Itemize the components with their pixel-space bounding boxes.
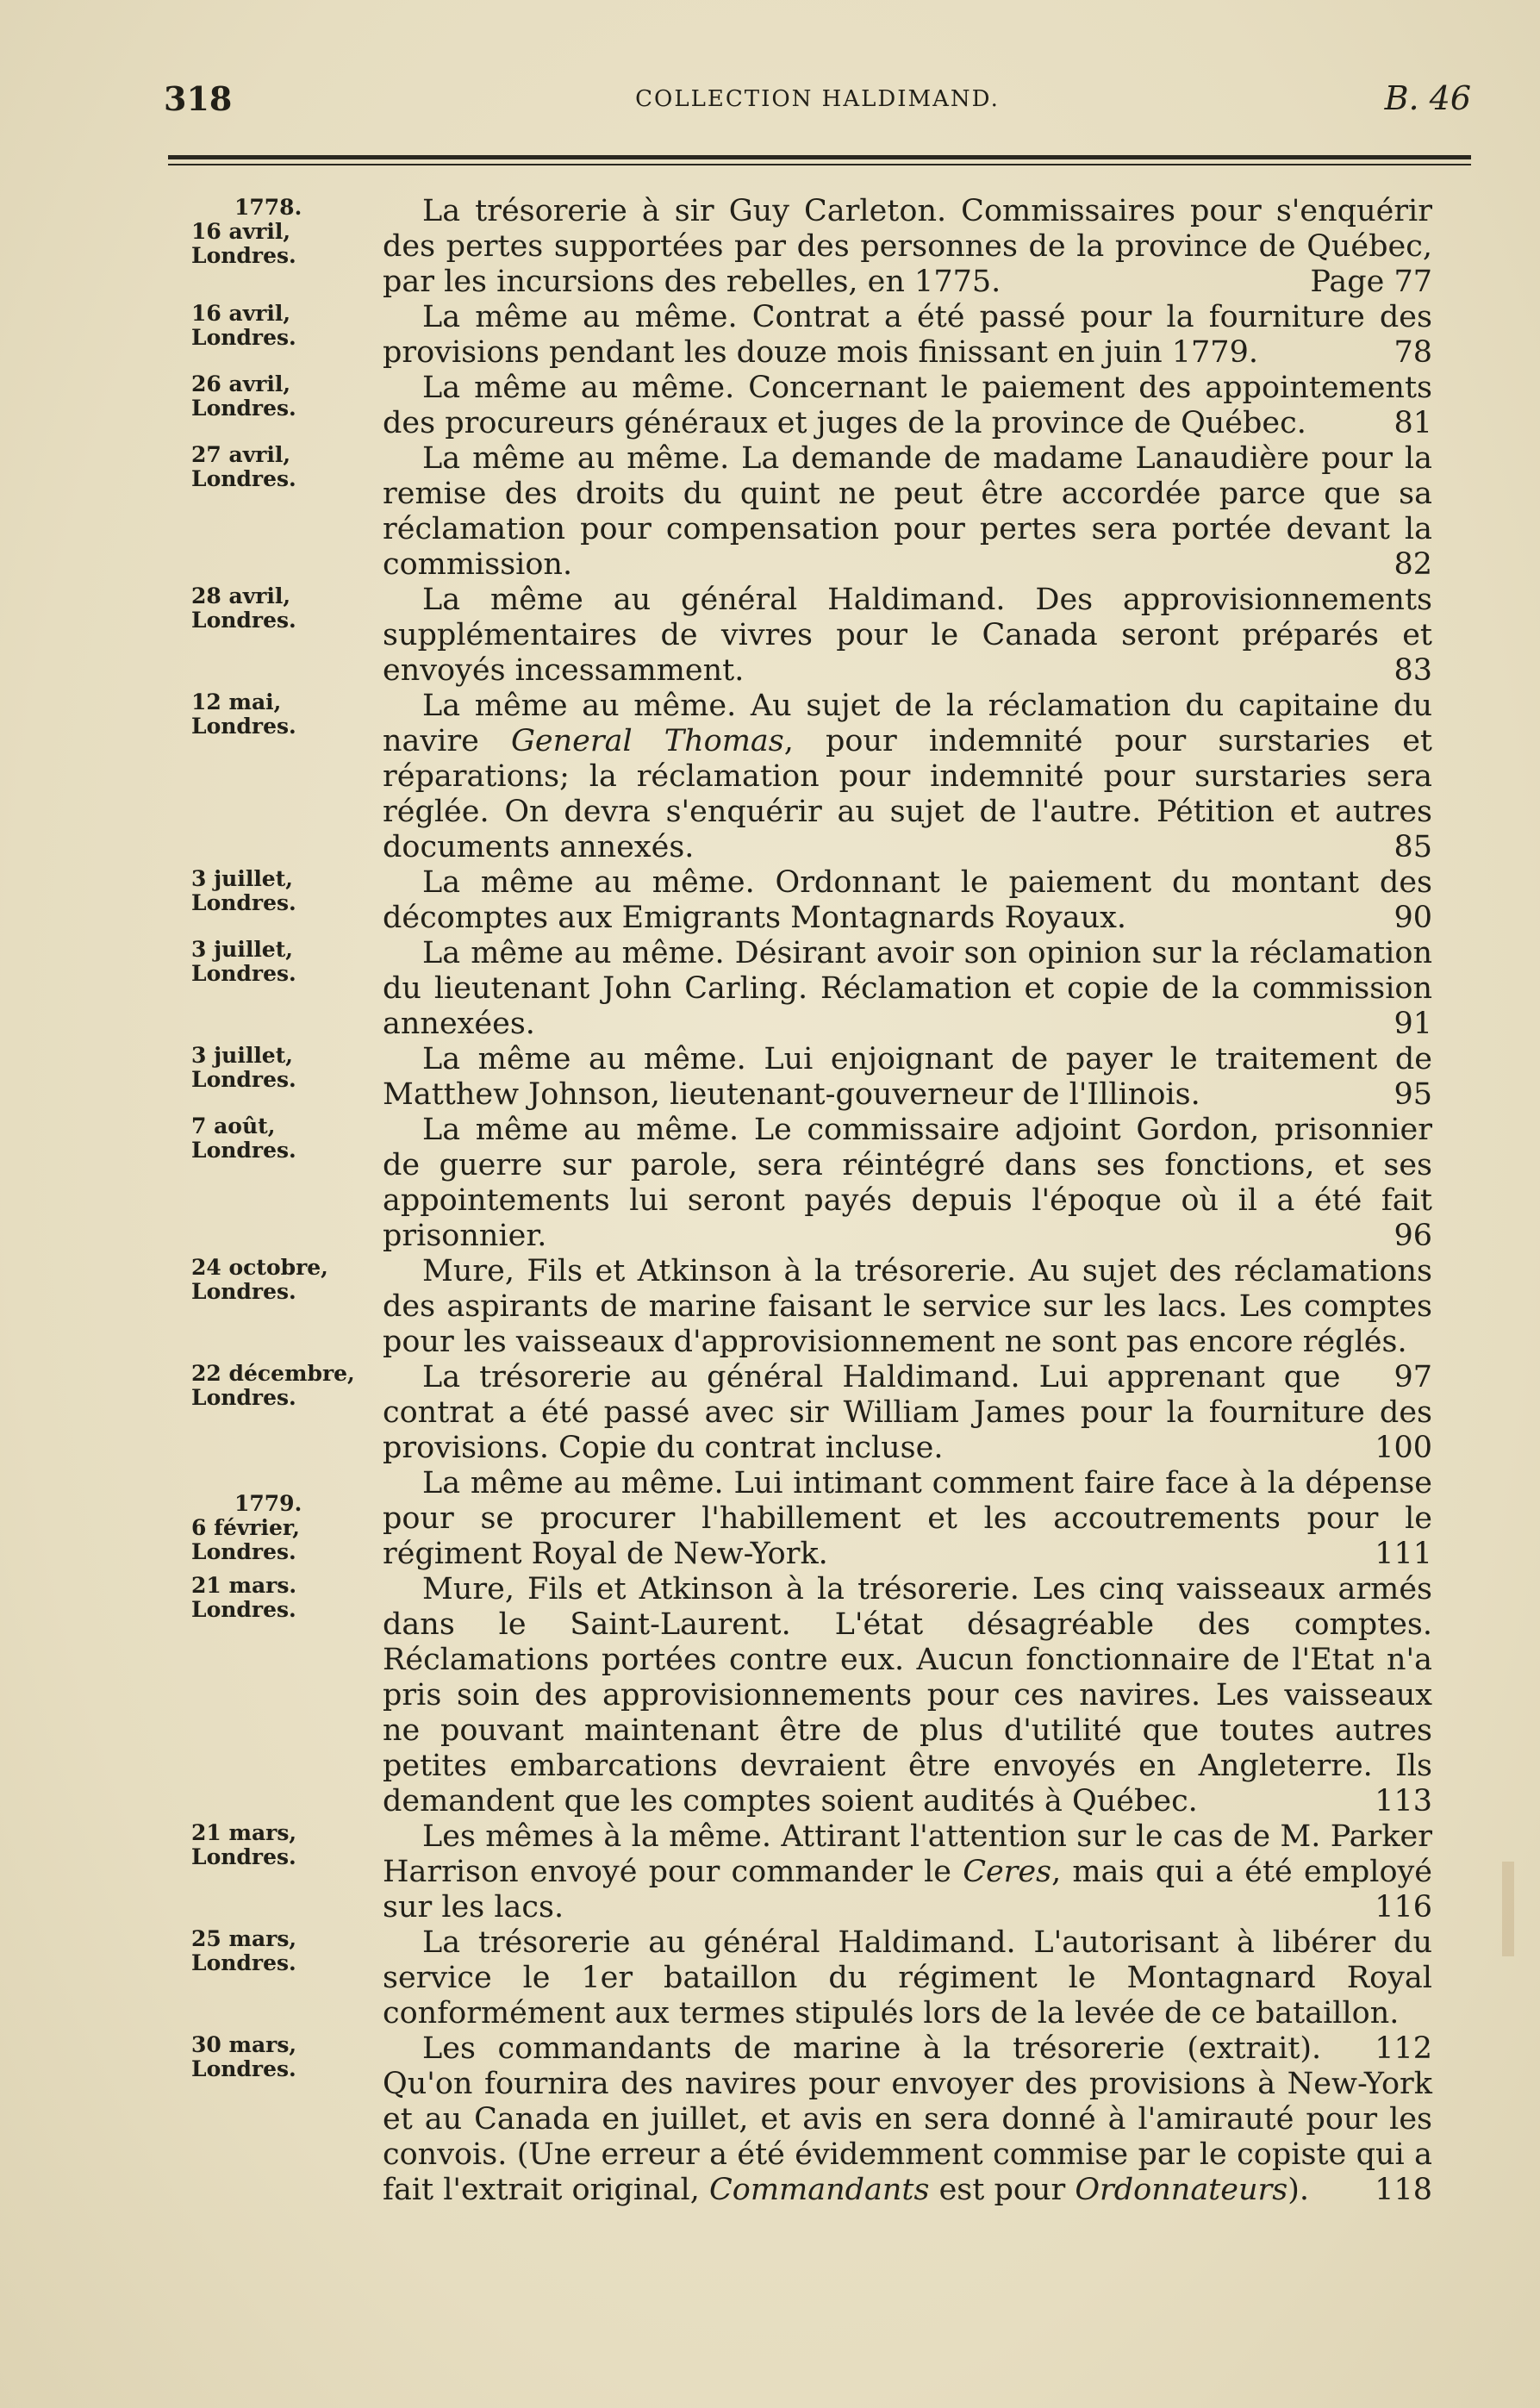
entry-date-column [191, 302, 364, 350]
entry-date: 30 mars, [191, 2032, 297, 2057]
entry-date: 16 avril, [191, 219, 291, 244]
entry-year: 1778. [234, 195, 302, 220]
header-rule-thin [168, 164, 1471, 165]
running-title: COLLECTION HALDIMAND. [635, 86, 1000, 112]
entry-place: Londres. [191, 325, 296, 350]
entry-summary-text: La même au même. Le commissaire adjoint Gordon, prisonnier de guerre sur parole, sera réintégré dans ses fonctions, et ses appointements lui seront payés depuis l'époque où il a été fait prisonnier. [383, 1113, 1432, 1253]
entry-summary-text: La même au même. Au sujet de la réclamation du capitaine du navire General Thomas, pour indemnité pour surstaries et réparations; la réclamation pour indemnité pour surstaries sera réglée. On devra s'enquérir au sujet de l'autre. Pétition et autres documents annexés. [383, 689, 1432, 864]
calendar-entry [191, 371, 1432, 441]
entry-page-reference: 97 [1393, 1360, 1432, 1394]
entry-date: 12 mai, [191, 689, 282, 714]
entry-summary [383, 1042, 1432, 1113]
entry-place: Londres. [191, 890, 296, 915]
entry-place: Londres. [191, 608, 296, 633]
entry-page-reference: 96 [1393, 1219, 1432, 1253]
entry-date: 27 avril, [191, 442, 291, 467]
entry-text-block [383, 194, 1432, 300]
entry-date-column [191, 1362, 364, 1410]
entry-summary [383, 194, 1432, 300]
entry-summary-text: La même au même. Contrat a été passé pour la fourniture des provisions pendant les douze mois finissant en juin 1779. [383, 300, 1432, 370]
entry-page-reference: 112 [1375, 2031, 1432, 2066]
entry-text-block [383, 371, 1432, 441]
calendar-entry [191, 1819, 1432, 1925]
entry-place: Londres. [191, 2056, 296, 2081]
calendar-entry [191, 1042, 1432, 1113]
entry-page-reference: 116 [1375, 1890, 1432, 1925]
entry-place: Londres. [191, 1385, 296, 1410]
entry-date: 21 mars, [191, 1820, 297, 1845]
entry-date-column [191, 372, 364, 421]
entry-text-block [383, 1113, 1432, 1254]
entry-date: 6 février, [191, 1515, 300, 1540]
entry-summary-text: Les mêmes à la même. Attirant l'attention sur le cas de M. Parker Harrison envoyé pour commander le Ceres, mais qui a été employé sur les lacs. [383, 1819, 1432, 1925]
entry-page-reference: 85 [1393, 830, 1432, 864]
entry-date-column [191, 1927, 364, 1975]
entry-summary-text: La même au général Haldimand. Des approvisionnements supplémentaires de vivres pour le Canada seront préparés et envoyés incessamment. [383, 583, 1432, 688]
calendar-entry [191, 583, 1432, 689]
entry-summary [383, 1360, 1432, 1466]
entry-summary [383, 1466, 1432, 1572]
header-rule [168, 155, 1471, 159]
entry-summary [383, 936, 1432, 1042]
calendar-entry [191, 300, 1432, 371]
entry-place: Londres. [191, 1138, 296, 1163]
entry-date-column [191, 443, 364, 491]
entry-date-column [191, 1256, 364, 1304]
entry-date: 26 avril, [191, 371, 291, 396]
entry-date-column [191, 867, 364, 915]
entry-page-reference: 82 [1393, 547, 1432, 582]
entry-page-reference: 90 [1393, 901, 1432, 935]
entry-place: Londres. [191, 1950, 296, 1975]
entry-summary [383, 1819, 1432, 1925]
entry-page-reference: 113 [1375, 1784, 1432, 1818]
entry-summary [383, 1572, 1432, 1819]
entry-summary [383, 865, 1432, 936]
entry-date-column [191, 1492, 364, 1564]
entry-date: 25 mars, [191, 1926, 297, 1951]
entry-date-column [191, 1574, 364, 1622]
entry-date: 3 juillet, [191, 1043, 293, 1068]
entry-date-column [191, 196, 364, 268]
entry-summary-text: La même au même. Lui intimant comment faire face à la dépense pour se procurer l'habillement et les accoutrements pour le régiment Royal de New-York. [383, 1466, 1432, 1571]
entry-place: Londres. [191, 1067, 296, 1092]
entry-date-column [191, 690, 364, 739]
calendar-entry [191, 936, 1432, 1042]
entry-page-reference: 118 [1375, 2173, 1432, 2207]
calendar-entry [191, 1572, 1432, 1819]
entry-summary-text: La même au même. Lui enjoignant de payer le traitement de Matthew Johnson, lieutenant-gouverneur de l'Illinois. [383, 1042, 1432, 1112]
entry-date: 22 décembre, [191, 1361, 355, 1386]
page-number: 318 [164, 79, 233, 118]
entry-page-reference: 95 [1393, 1077, 1432, 1112]
entry-place: Londres. [191, 1539, 296, 1564]
entry-text-block [383, 1819, 1432, 1925]
entry-date: 24 octobre, [191, 1255, 328, 1280]
entry-summary-text: Les commandants de marine à la trésorerie (extrait). Qu'on fournira des navires pour envoyer des provisions à New-York et au Canada en juillet, et avis en sera donné à l'amirauté pour les convois. (Une erreur a été évidemment commise par le copiste qui a fait l'extrait original, Commandants est pour Ordonnateurs). [383, 2031, 1432, 2207]
calendar-entry [191, 1360, 1432, 1466]
entry-place: Londres. [191, 396, 296, 421]
entry-place: Londres. [191, 961, 296, 986]
entry-page-reference: 78 [1393, 335, 1432, 370]
entry-summary-text: La même au même. Désirant avoir son opinion sur la réclamation du lieutenant John Carling. Réclamation et copie de la commission annexées. [383, 936, 1432, 1041]
entry-text-block [383, 1254, 1432, 1394]
entry-summary [383, 689, 1432, 865]
entry-date: 16 avril, [191, 301, 291, 326]
entry-summary-text: Mure, Fils et Atkinson à la trésorerie. Les cinq vaisseaux armés dans le Saint-Laurent. L'état désagréable des comptes. Réclamations portées contre eux. Aucun fonctionnaire de l'Etat n'a pris soin des approvisionnements pour ces navires. Les vaisseaux ne pouvant maintenant être de plus d'utilité que toutes autres petites embarcations devraient être envoyés en Angleterre. Ils demandent que les comptes soient audités à Québec. [383, 1572, 1432, 1818]
entry-page-reference: 83 [1393, 653, 1432, 688]
entry-text-block [383, 1925, 1432, 2066]
entry-summary-text: La même au même. Ordonnant le paiement du montant des décomptes aux Emigrants Montagnards Royaux. [383, 865, 1432, 935]
entry-text-block [383, 583, 1432, 689]
entry-summary [383, 2031, 1432, 2208]
entry-date-column [191, 1821, 364, 1869]
entry-place: Londres. [191, 1844, 296, 1869]
entry-date: 21 mars. [191, 1573, 297, 1598]
calendar-entries [191, 194, 1432, 2208]
calendar-entry [191, 689, 1432, 865]
entry-place: Londres. [191, 243, 296, 268]
entry-place: Londres. [191, 1597, 296, 1622]
page-header [164, 79, 1471, 124]
entry-text-block [383, 441, 1432, 583]
entry-page-reference: 100 [1375, 1431, 1432, 1465]
entry-summary [383, 441, 1432, 583]
entry-date: 28 avril, [191, 583, 291, 608]
calendar-entry [191, 441, 1432, 583]
entry-text-block [383, 936, 1432, 1042]
entry-date-column [191, 1044, 364, 1092]
entry-date: 3 juillet, [191, 866, 293, 891]
entry-place: Londres. [191, 466, 296, 491]
entry-summary-text: La trésorerie au général Haldimand. Lui apprenant que contrat a été passé avec sir William James pour la fourniture des provisions. Copie du contrat incluse. [383, 1360, 1432, 1465]
entry-date-column [191, 2033, 364, 2081]
entry-text-block [383, 689, 1432, 865]
entry-text-block [383, 1042, 1432, 1113]
entry-date-column [191, 584, 364, 633]
entry-summary-text: La même au même. La demande de madame Lanaudière pour la remise des droits du quint ne peut être accordée parce que sa réclamation pour compensation pour pertes sera portée devant la commission. [383, 441, 1432, 582]
entry-text-block [383, 1572, 1432, 1819]
calendar-entry [191, 194, 1432, 300]
entry-page-reference: 91 [1393, 1007, 1432, 1041]
calendar-entry [191, 1466, 1432, 1572]
page-edge-stain [1502, 1862, 1514, 1956]
entry-summary [383, 1113, 1432, 1254]
entry-year: 1779. [234, 1491, 302, 1516]
entry-summary-text: Mure, Fils et Atkinson à la trésorerie. Au sujet des réclamations des aspirants de marine faisant le service sur les lacs. Les comptes pour les vaisseaux d'approvisionnement ne sont pas encore réglés. [383, 1254, 1432, 1359]
entry-date: 3 juillet, [191, 937, 293, 962]
entry-summary-text: La même au même. Concernant le paiement des appointements des procureurs généraux et juges de la province de Québec. [383, 371, 1432, 440]
entry-summary [383, 1254, 1432, 1394]
calendar-entry [191, 1113, 1432, 1254]
entry-page-reference: 111 [1375, 1537, 1432, 1571]
entry-summary [383, 1925, 1432, 2066]
entry-place: Londres. [191, 714, 296, 739]
entry-summary-text: La trésorerie au général Haldimand. L'autorisant à libérer du service le 1er bataillon du régiment le Montagnard Royal conformément aux termes stipulés lors de la levée de ce bataillon. [383, 1925, 1432, 2031]
entry-summary [383, 300, 1432, 371]
entry-place: Londres. [191, 1279, 296, 1304]
entry-date: 7 août, [191, 1114, 276, 1138]
calendar-entry [191, 2031, 1432, 2208]
entry-date-column [191, 938, 364, 986]
entry-page-reference: 81 [1393, 406, 1432, 440]
entry-text-block [383, 1360, 1432, 1466]
entry-summary [383, 371, 1432, 441]
entry-text-block [383, 300, 1432, 371]
entry-text-block [383, 2031, 1432, 2208]
entry-page-reference: Page 77 [1310, 265, 1432, 299]
entry-summary-text: La trésorerie à sir Guy Carleton. Commissaires pour s'enquérir des pertes supportées par des personnes de la province de Québec, par les incursions des rebelles, en 1775. [383, 194, 1432, 299]
calendar-entry [191, 865, 1432, 936]
entry-summary [383, 583, 1432, 689]
entry-date-column [191, 1114, 364, 1163]
entry-text-block [383, 865, 1432, 936]
entry-text-block [383, 1466, 1432, 1572]
volume-reference: B. 46 [1384, 79, 1471, 117]
